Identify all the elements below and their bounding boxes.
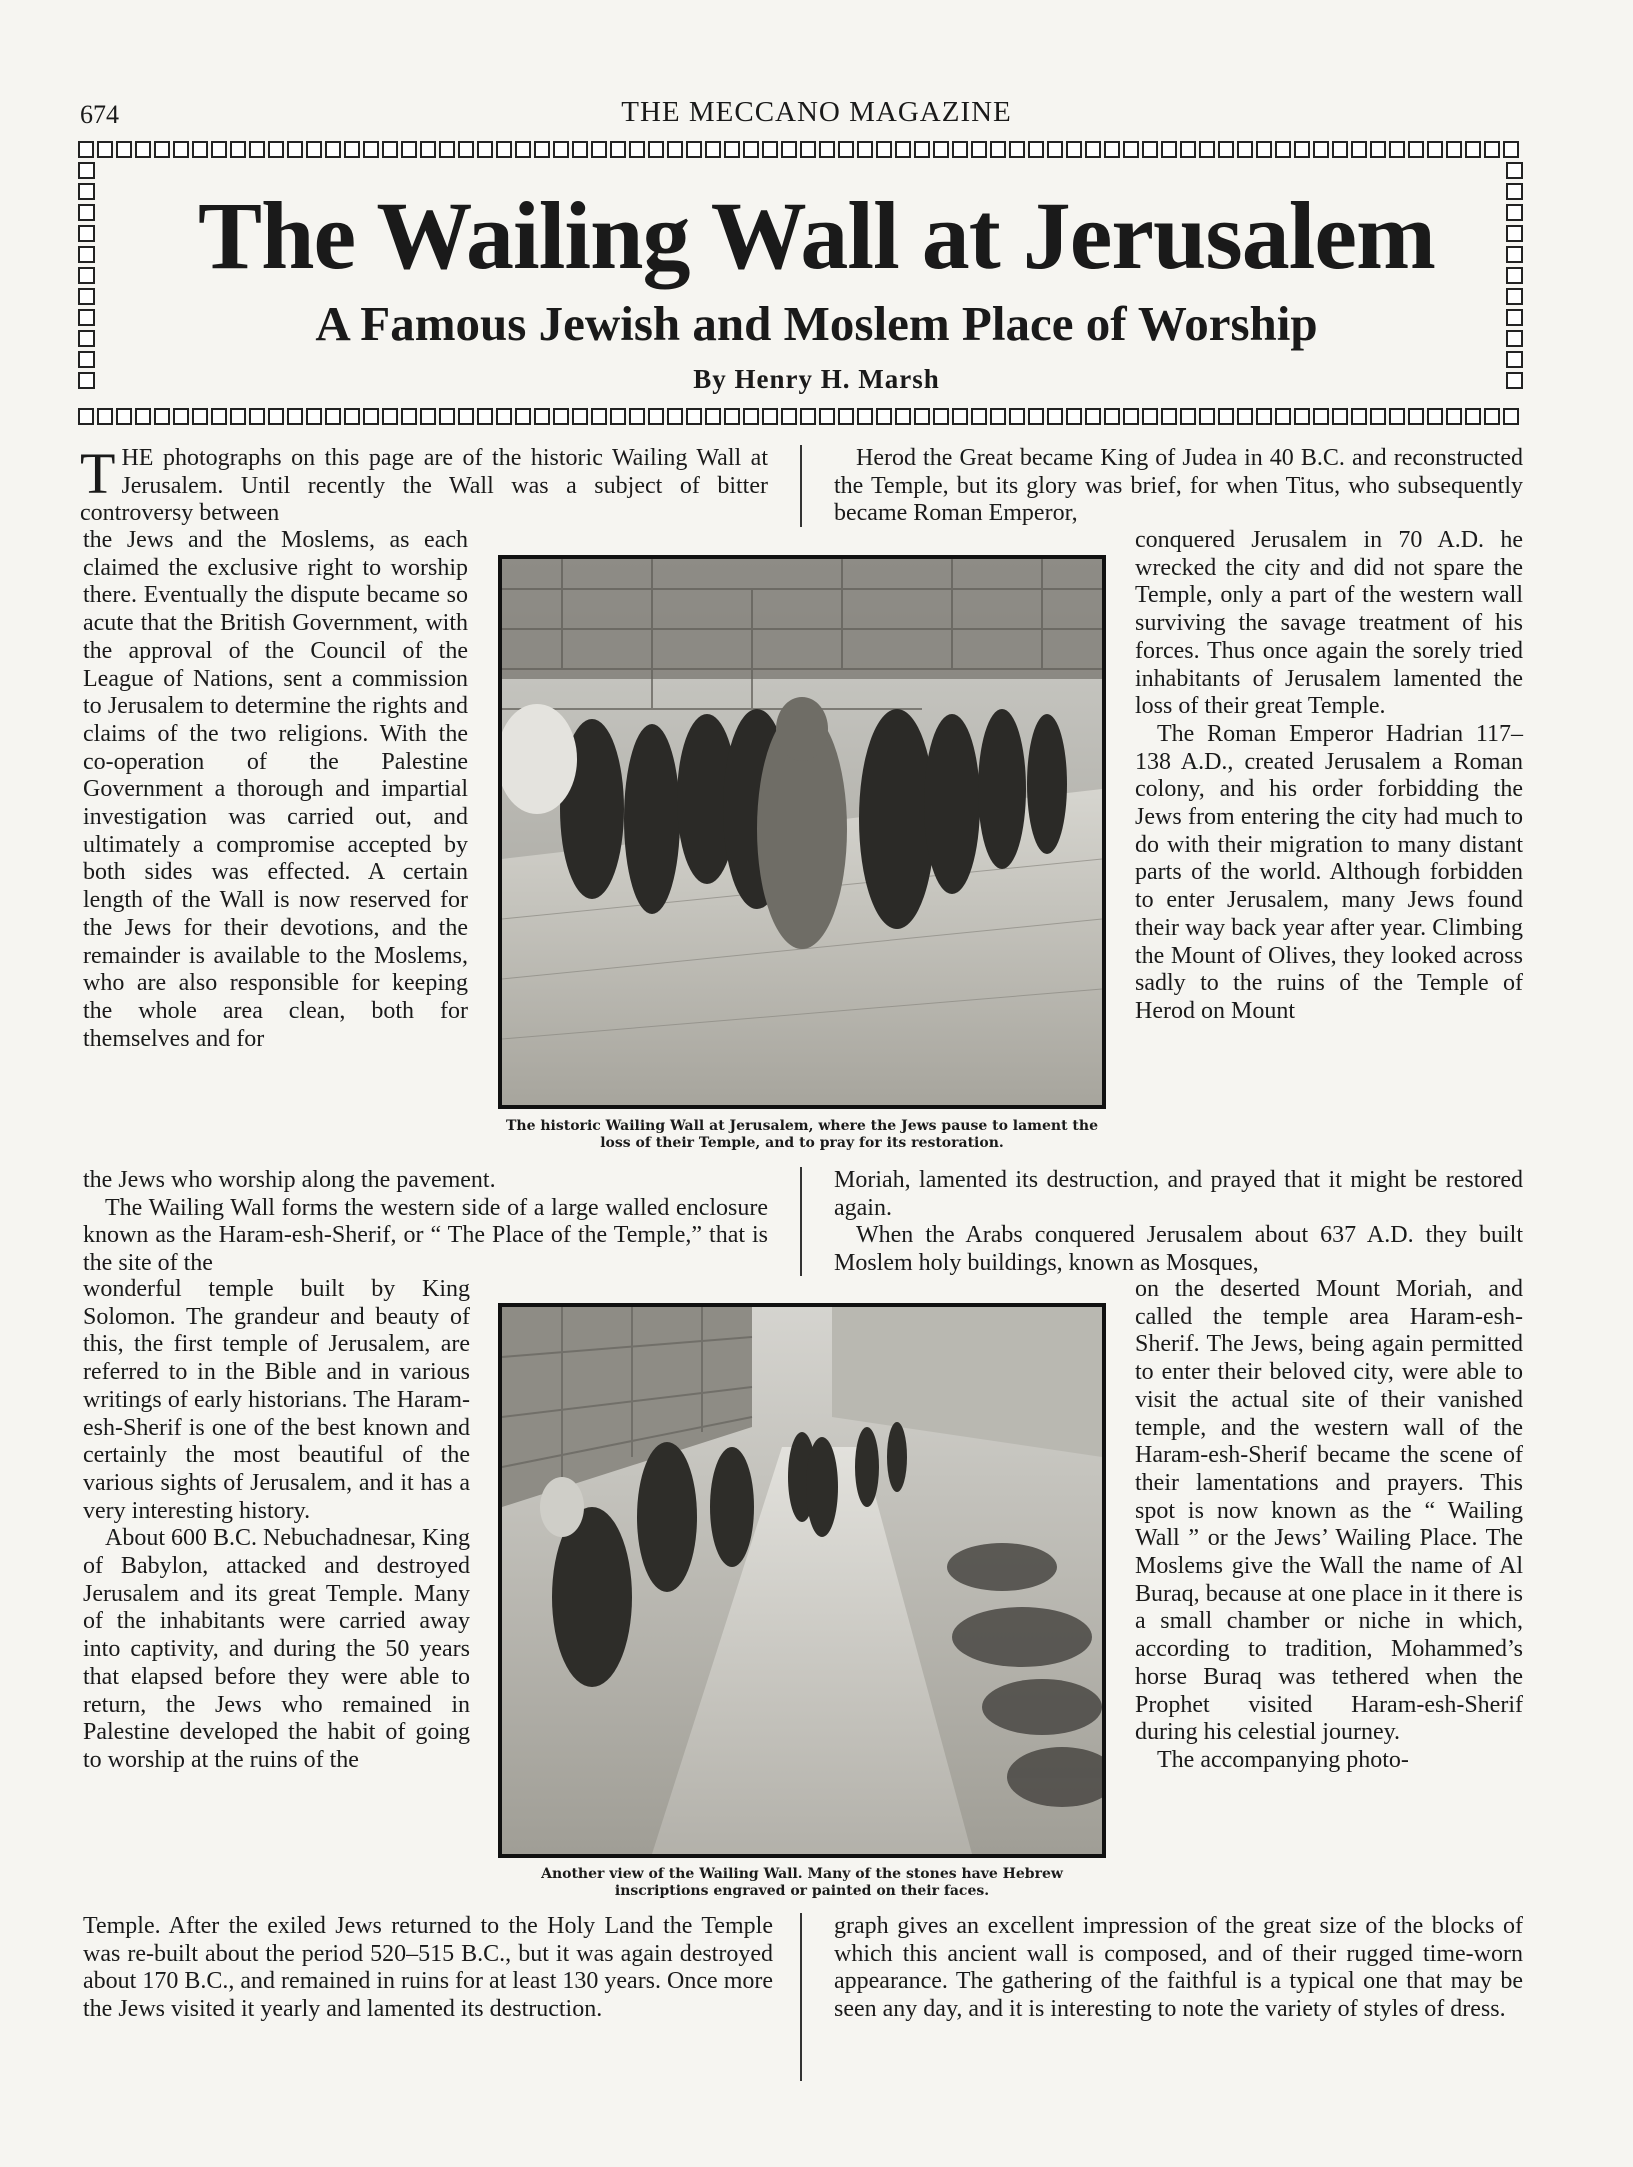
border-square: [1408, 141, 1424, 158]
border-square: [496, 141, 512, 158]
article-paragraph: The Roman Emperor Hadrian 117–138 A.D., created Jerusalem a Roman colony, and his order forbidding the Jews from entering the city had much to do with their migration to many distant parts of the world. Although forbidden to enter Jerusalem, many Jews found their way back year after year. Climbing the Mount of Olives, they looked across sadly to the ruins of the Temple of Herod on Mount: [1135, 720, 1523, 1024]
border-square: [857, 141, 873, 158]
border-square: [1427, 141, 1443, 158]
border-square: [344, 408, 360, 425]
border-square: [838, 141, 854, 158]
border-square: [1446, 408, 1462, 425]
border-square: [1199, 408, 1215, 425]
border-square: [1351, 408, 1367, 425]
article-paragraph: on the deserted Mount Moriah, and called the temple area Haram-esh-Sherif. The Jews, being again permitted to enter their beloved city, were able to visit the actual site of their vanished temple, and the western wall of the Haram-esh-Sherif became the scene of their lamentations and prayers. This spot is now known as the “ Wailing Wall ” or the Jews’ Wailing Place. The Moslems give the Wall the name of Al Buraq, because at one place in it there is a small chamber or niche in which, according to tradition, Mohammed’s horse Buraq was tethered when the Prophet visited Haram-esh-Sherif during his celestial journey.: [1135, 1276, 1523, 1746]
border-square: [914, 408, 930, 425]
border-square: [743, 141, 759, 158]
border-square: [1370, 408, 1386, 425]
border-square: [1237, 408, 1253, 425]
article-right-narrow-2: [1135, 1276, 1523, 1775]
border-square: [1104, 141, 1120, 158]
article-left-narrow-1: [83, 527, 468, 1053]
article-paragraph: When the Arabs conquered Jerusalem about 637 A.D. they built Moslem holy buildings, known as Mosques,: [834, 1222, 1523, 1277]
border-square: [553, 408, 569, 425]
border-square: [1389, 141, 1405, 158]
border-square: [1503, 141, 1519, 158]
border-square: [1028, 141, 1044, 158]
border-square: [1104, 408, 1120, 425]
border-square: [1142, 408, 1158, 425]
border-square: [800, 408, 816, 425]
border-square: [705, 141, 721, 158]
article-left-top: [80, 441, 768, 528]
border-square: [933, 141, 949, 158]
border-square: [78, 141, 94, 158]
border-square: [1370, 141, 1386, 158]
border-square: [173, 408, 189, 425]
drop-cap: T: [80, 441, 116, 506]
border-square: [211, 141, 227, 158]
photo-caption: Another view of the Wailing Wall. Many of the stones have Hebrew inscriptions engraved or painted on their faces.: [541, 1866, 1063, 1899]
border-square: [591, 408, 607, 425]
border-square: [895, 141, 911, 158]
border-square: [629, 408, 645, 425]
border-square: [534, 408, 550, 425]
photo-wailing-wall-worshippers: [498, 1303, 1106, 1858]
border-bottom: [78, 408, 1519, 425]
border-square: [306, 408, 322, 425]
border-square: [762, 408, 778, 425]
border-square: [1313, 141, 1329, 158]
border-square: [1218, 408, 1234, 425]
border-square: [1161, 408, 1177, 425]
border-square: [743, 408, 759, 425]
border-square: [287, 408, 303, 425]
border-square: [1066, 408, 1082, 425]
border-square: [78, 408, 94, 425]
border-square: [667, 141, 683, 158]
column-rule: [800, 445, 802, 527]
border-square: [1180, 141, 1196, 158]
border-square: [952, 141, 968, 158]
article-right-mid: [834, 1167, 1523, 1278]
photo-wailing-wall-procession: [498, 555, 1106, 1109]
border-square: [838, 408, 854, 425]
border-square: [572, 141, 588, 158]
column-rule: [800, 1167, 802, 1276]
border-square: [192, 408, 208, 425]
border-square: [952, 408, 968, 425]
border-square: [1123, 408, 1139, 425]
border-square: [534, 141, 550, 158]
border-square: [648, 141, 664, 158]
border-square: [591, 141, 607, 158]
border-square: [1161, 141, 1177, 158]
border-square: [230, 408, 246, 425]
border-square: [1085, 408, 1101, 425]
border-square: [78, 162, 95, 179]
border-square: [914, 141, 930, 158]
photo-image: [502, 1307, 1102, 1854]
subheadline: A Famous Jewish and Moslem Place of Worship: [315, 296, 1318, 351]
border-square: [629, 141, 645, 158]
article-paragraph: About 600 B.C. Nebuchadnesar, King of Babylon, attacked and destroyed Jerusalem and its great Temple. Many of the inhabitants were carried away into captivity, and during the 50 years that elapsed before they were able to return, the Jews who remained in Palestine developed the habit of going to worship at the ruins of the: [83, 1525, 470, 1773]
border-square: [439, 141, 455, 158]
photo-caption: The historic Wailing Wall at Jerusalem, where the Jews pause to lament the loss of their Temple, and to pray for its restoration.: [506, 1118, 1098, 1151]
border-square: [363, 141, 379, 158]
border-square: [458, 408, 474, 425]
article-left-bottom: [83, 1913, 773, 2024]
article-left-narrow-2: [83, 1276, 470, 1775]
border-square: [819, 408, 835, 425]
border-square: [78, 225, 95, 242]
border-square: [1047, 141, 1063, 158]
border-square: [1332, 408, 1348, 425]
border-square: [876, 408, 892, 425]
border-square: [135, 408, 151, 425]
border-square: [78, 351, 95, 368]
article-paragraph: conquered Jerusalem in 70 A.D. he wrecked the city and did not spare the Temple, only a part of the western wall surviving the savage treatment of his forces. Thus once again the sorely tried inhabitants of Jerusalem lamented the loss of their great Temple.: [1135, 527, 1523, 720]
border-square: [1503, 408, 1519, 425]
border-square: [1142, 141, 1158, 158]
border-square: [1237, 141, 1253, 158]
border-square: [230, 141, 246, 158]
article-paragraph: Temple. After the exiled Jews returned to the Holy Land the Temple was re-built about the period 520–515 B.C., but it was again destroyed about 170 B.C., and remained in ruins for at least 130 years. Once more the Jews visited it yearly and lamented its destruction.: [83, 1913, 773, 2023]
border-square: [1408, 408, 1424, 425]
border-square: [781, 141, 797, 158]
border-square: [78, 288, 95, 305]
border-square: [1294, 408, 1310, 425]
magazine-title: THE MECCANO MAGAZINE: [621, 96, 1012, 128]
border-square: [211, 408, 227, 425]
border-square: [477, 141, 493, 158]
border-square: [496, 408, 512, 425]
article-paragraph: the Jews who worship along the pavement.: [83, 1167, 496, 1193]
border-square: [1256, 408, 1272, 425]
border-square: [1123, 141, 1139, 158]
border-square: [990, 408, 1006, 425]
border-square: [1009, 141, 1025, 158]
border-square: [382, 141, 398, 158]
border-square: [78, 330, 95, 347]
border-square: [78, 183, 95, 200]
byline: By Henry H. Marsh: [693, 364, 940, 394]
article-right-narrow-1: [1135, 527, 1523, 1026]
border-square: [1047, 408, 1063, 425]
article-right-bottom: [834, 1913, 1523, 2024]
border-square: [572, 408, 588, 425]
border-square: [78, 372, 95, 389]
border-square: [610, 408, 626, 425]
border-square: [1484, 408, 1500, 425]
border-square: [686, 141, 702, 158]
border-square: [78, 309, 95, 326]
article-paragraph: The accompanying photo-: [1157, 1746, 1409, 1773]
border-square: [78, 204, 95, 221]
border-square: [1506, 162, 1523, 179]
border-square: [1351, 141, 1367, 158]
border-square: [78, 267, 95, 284]
border-square: [515, 408, 531, 425]
border-square: [344, 141, 360, 158]
column-rule: [800, 1913, 802, 2081]
border-square: [116, 408, 132, 425]
border-square: [325, 141, 341, 158]
border-square: [325, 408, 341, 425]
border-square: [420, 408, 436, 425]
article-paragraph: graph gives an excellent impression of the great size of the blocks of which this ancient wall is composed, and of their rugged time-worn appearance. The gathering of the faithful is a typical one that may be seen any day, and it is interesting to note the variety of styles of dress.: [834, 1913, 1523, 2023]
border-square: [1465, 141, 1481, 158]
border-square: [667, 408, 683, 425]
border-square: [268, 408, 284, 425]
border-square: [268, 141, 284, 158]
border-square: [439, 408, 455, 425]
border-square: [971, 408, 987, 425]
border-square: [1275, 141, 1291, 158]
article-right-top: [834, 445, 1523, 528]
border-square: [363, 408, 379, 425]
border-square: [1332, 141, 1348, 158]
border-square: [306, 141, 322, 158]
border-square: [192, 141, 208, 158]
border-square: [287, 141, 303, 158]
border-square: [382, 408, 398, 425]
article-paragraph: HE photographs on this page are of the historic Wailing Wall at Jerusalem. Until recently the Wall was a subject of bitter controversy between: [80, 445, 768, 527]
border-square: [857, 408, 873, 425]
border-square: [724, 141, 740, 158]
border-square: [97, 141, 113, 158]
border-square: [933, 408, 949, 425]
border-square: [173, 141, 189, 158]
border-square: [154, 141, 170, 158]
border-square: [1294, 141, 1310, 158]
border-square: [971, 141, 987, 158]
border-square: [1313, 408, 1329, 425]
article-paragraph: wonderful temple built by King Solomon. The grandeur and beauty of this, the first temple of Jerusalem, are referred to in the Bible and in various writings of early historians. The Haram-esh-Sherif is one of the best known and certainly the most beautiful of the various sights of Jerusalem, and it has a very interesting history.: [83, 1276, 470, 1524]
article-paragraph: the Jews and the Moslems, as each claimed the exclusive right to worship there. Eventually the dispute became so acute that the British Government, with the approval of the Council of the League of Nations, sent a commission to Jerusalem to determine the rights and claims of the two religions. With the co-operation of the Palestine Government a thorough and impartial investigation was carried out, and ultimately a compromise accepted by both sides was effected. A certain length of the Wall is now reserved for the Jews for their devotions, and the remainder is available to the Moslems, who are also responsible for keeping the whole area clean, both for themselves and for: [83, 527, 468, 1052]
article-paragraph: Herod the Great became King of Judea in 40 B.C. and reconstructed the Temple, but its glory was brief, for when Titus, who subsequently became Roman Emperor,: [834, 445, 1523, 527]
border-square: [876, 141, 892, 158]
border-square: [1066, 141, 1082, 158]
border-square: [1180, 408, 1196, 425]
border-square: [1275, 408, 1291, 425]
article-paragraph: Moriah, lamented its destruction, and prayed that it might be restored again.: [834, 1167, 1523, 1221]
border-square: [420, 141, 436, 158]
border-square: [401, 141, 417, 158]
border-square: [648, 408, 664, 425]
border-square: [990, 141, 1006, 158]
border-square: [724, 408, 740, 425]
border-square: [458, 141, 474, 158]
border-square: [1446, 141, 1462, 158]
article-left-mid: [83, 1167, 768, 1278]
border-square: [154, 408, 170, 425]
border-square: [553, 141, 569, 158]
border-square: [1256, 141, 1272, 158]
border-square: [686, 408, 702, 425]
border-square: [249, 408, 265, 425]
border-square: [249, 141, 265, 158]
border-square: [819, 141, 835, 158]
border-square: [1028, 408, 1044, 425]
border-left: [78, 162, 95, 389]
border-square: [515, 141, 531, 158]
border-square: [1427, 408, 1443, 425]
border-square: [800, 141, 816, 158]
border-square: [401, 408, 417, 425]
border-square: [762, 141, 778, 158]
border-square: [97, 408, 113, 425]
border-square: [1199, 141, 1215, 158]
article-paragraph: The Wailing Wall forms the western side of a large walled enclosure known as the Haram-esh-Sherif, or “ The Place of the Temple,” that is the site of the: [83, 1194, 768, 1277]
headline: The Wailing Wall at Jerusalem: [198, 182, 1435, 289]
border-square: [705, 408, 721, 425]
border-square: [135, 141, 151, 158]
photo-image: [502, 559, 1102, 1105]
border-top: [78, 141, 1519, 158]
border-square: [78, 246, 95, 263]
border-square: [610, 141, 626, 158]
border-square: [781, 408, 797, 425]
border-square: [1389, 408, 1405, 425]
border-square: [116, 141, 132, 158]
border-square: [1009, 408, 1025, 425]
border-square: [1465, 408, 1481, 425]
border-square: [895, 408, 911, 425]
page-number: 674: [80, 100, 119, 129]
border-square: [1218, 141, 1234, 158]
border-square: [477, 408, 493, 425]
border-square: [1484, 141, 1500, 158]
border-square: [1085, 141, 1101, 158]
